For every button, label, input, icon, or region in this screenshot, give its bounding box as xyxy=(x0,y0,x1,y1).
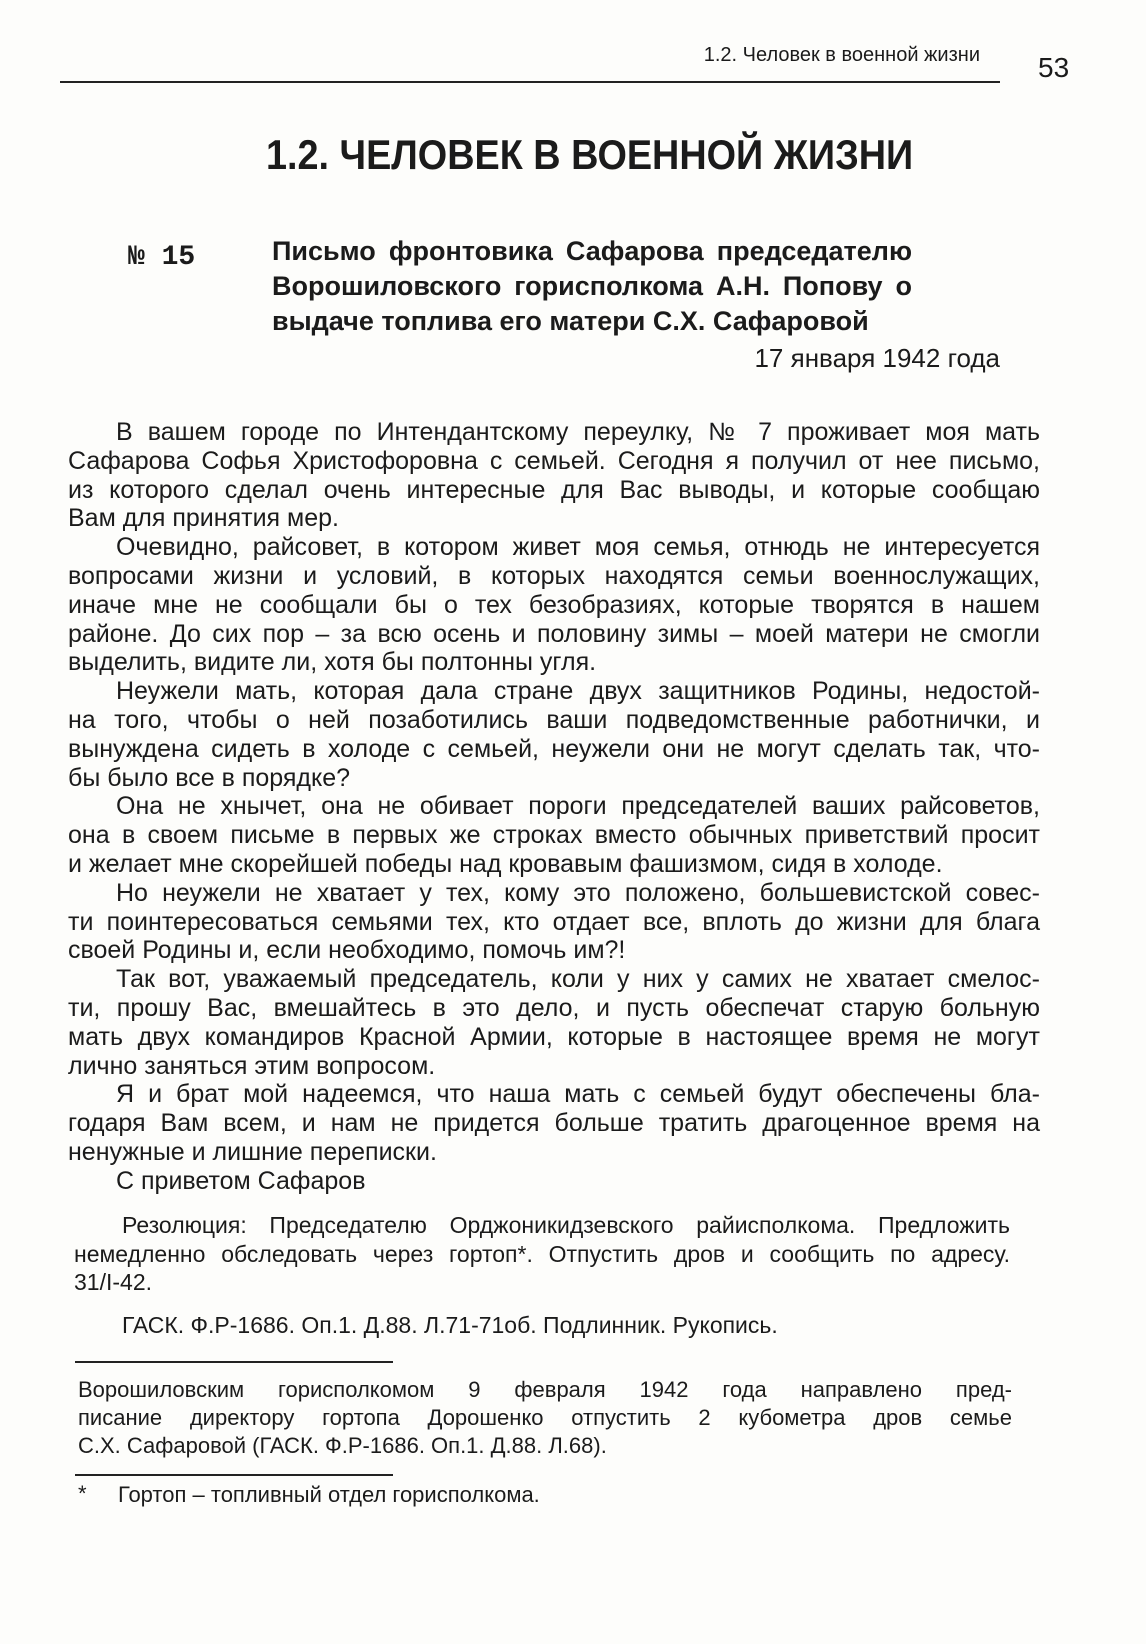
paragraph-line: Неужели мать, которая дала стране двух защитников Родины, недостой- xyxy=(116,677,1040,706)
paragraph-line: своей Родины и, если необходимо, помочь им?! xyxy=(68,936,626,965)
paragraph-line: из которого сделал очень интересные для Вас выводы, и которые сообщаю xyxy=(68,475,1040,504)
paragraph-line: Она не хнычет, она не обивает пороги председателей ваших райсоветов, xyxy=(116,792,1040,821)
signature: С приветом Сафаров xyxy=(116,1166,366,1195)
archival-source: ГАСК. Ф.Р-1686. Оп.1. Д.88. Л.71-71об. Подлинник. Рукопись. xyxy=(122,1312,778,1338)
paragraph-line: ти, прошу Вас, вмешайтесь в это дело, и пусть обеспечат старую больную xyxy=(68,993,1040,1022)
paragraph-line: В вашем городе по Интендантскому переулку, № 7 проживает моя мать xyxy=(116,418,1040,446)
paragraph-line: вопросами жизни и условий, в которых находятся семьи военнослужащих, xyxy=(68,561,1040,590)
document-title-line: Письмо фронтовика Сафарова председателю xyxy=(272,236,912,266)
paragraph xyxy=(68,792,1040,878)
paragraph-line: ти поинтересоваться семьями тех, кто отдает все, вплоть до жизни для блага xyxy=(68,907,1040,936)
paragraph xyxy=(68,533,1040,677)
document-title-line: Ворошиловского горисполкома А.Н. Попову о xyxy=(272,271,912,301)
letter-body xyxy=(68,418,1040,1196)
footnote-rule xyxy=(75,1474,393,1476)
running-header-title: 1.2. Человек в военной жизни xyxy=(703,44,980,66)
resolution-line: Резолюция: Председателю Орджоникидзевского райисполкома. Предложить xyxy=(122,1212,1010,1238)
footnote-text: Гортоп – топливный отдел горисполкома. xyxy=(118,1482,540,1507)
paragraph xyxy=(68,418,1040,533)
paragraph-line: Но неужели не хватает у тех, кому это положено, большевистской совес- xyxy=(116,878,1040,907)
paragraph-line: лично заняться этим вопросом. xyxy=(68,1051,436,1080)
paragraph-line: Очевидно, райсовет, в котором живет моя семья, отнюдь не интересуется xyxy=(116,533,1040,562)
paragraph-line: районе. До сих пор – за всю осень и половину зимы – моей матери не смогли xyxy=(68,619,1040,648)
paragraph xyxy=(68,965,1040,1080)
paragraph-line: бы было все в порядке? xyxy=(68,763,351,792)
paragraph-line: выделить, видите ли, хотя бы полтонны угля. xyxy=(68,648,597,677)
paragraph-line: Вам для принятия мер. xyxy=(68,504,339,533)
paragraph-line: Я и брат мой надеемся, что наша мать с семьей будут обеспечены бла- xyxy=(116,1080,1040,1109)
chapter-title-text: 1.2. ЧЕЛОВЕК В ВОЕННОЙ ЖИЗНИ xyxy=(266,131,914,178)
header-rule xyxy=(60,81,1000,83)
editorial-note-line: писание директору гортопа Дорошенко отпустить 2 кубометра дров семье xyxy=(78,1405,1012,1430)
paragraph xyxy=(68,879,1040,965)
document-title xyxy=(272,234,912,339)
paragraph-line: она в своем письме в первых же строках вместо обычных приветствий просит xyxy=(68,821,1040,850)
paragraph-line: Так вот, уважаемый председатель, коли у них у самих не хватает смелос- xyxy=(116,965,1040,994)
paragraph-line: на того, чтобы о ней позаботились ваши подведомственные работнички, и xyxy=(68,705,1040,734)
chapter-title xyxy=(60,130,1120,180)
paragraph-line: годаря Вам всем, и нам не придется больше тратить драгоценное время на xyxy=(68,1109,1040,1138)
paragraph xyxy=(68,1080,1040,1166)
editorial-note xyxy=(78,1376,1012,1460)
resolution-line: 31/I-42. xyxy=(74,1269,152,1295)
paragraph-line: ненужные и лишние переписки. xyxy=(68,1137,437,1166)
page-number: 53 xyxy=(1038,52,1070,83)
paragraph-line: иначе мне не сообщали бы о тех безобразиях, которые творятся в нашем xyxy=(68,590,1040,619)
footnote-rule xyxy=(75,1361,393,1363)
document-date: 17 января 1942 года xyxy=(754,343,1000,373)
editorial-note-line: Ворошиловским горисполкомом 9 февраля 1942 года направлено пред- xyxy=(78,1377,1012,1402)
paragraph-line: и желает мне скорейшей победы над кровавым фашизмом, сидя в холоде. xyxy=(68,849,943,878)
document-number: № 15 xyxy=(128,242,196,273)
document-title-line: выдаче топлива его матери С.Х. Сафаровой xyxy=(272,306,869,336)
paragraph-line: мать двух командиров Красной Армии, которые в настоящее время не могут xyxy=(68,1022,1040,1051)
paragraph-line: вынуждена сидеть в холоде с семьей, неужели они не могут сделать так, что- xyxy=(68,734,1040,763)
footnote-asterisk: * xyxy=(78,1481,87,1506)
resolution-line: немедленно обследовать через гортоп*. Отпустить дров и сообщить по адресу. xyxy=(74,1240,1010,1267)
paragraph xyxy=(68,677,1040,792)
editorial-note-line: С.Х. Сафаровой (ГАСК. Ф.Р-1686. Оп.1. Д.88. Л.68). xyxy=(78,1433,607,1458)
paragraph-line: Сафарова Софья Христофоровна с семьей. Сегодня я получил от нее письмо, xyxy=(68,446,1040,475)
resolution xyxy=(74,1211,1010,1297)
